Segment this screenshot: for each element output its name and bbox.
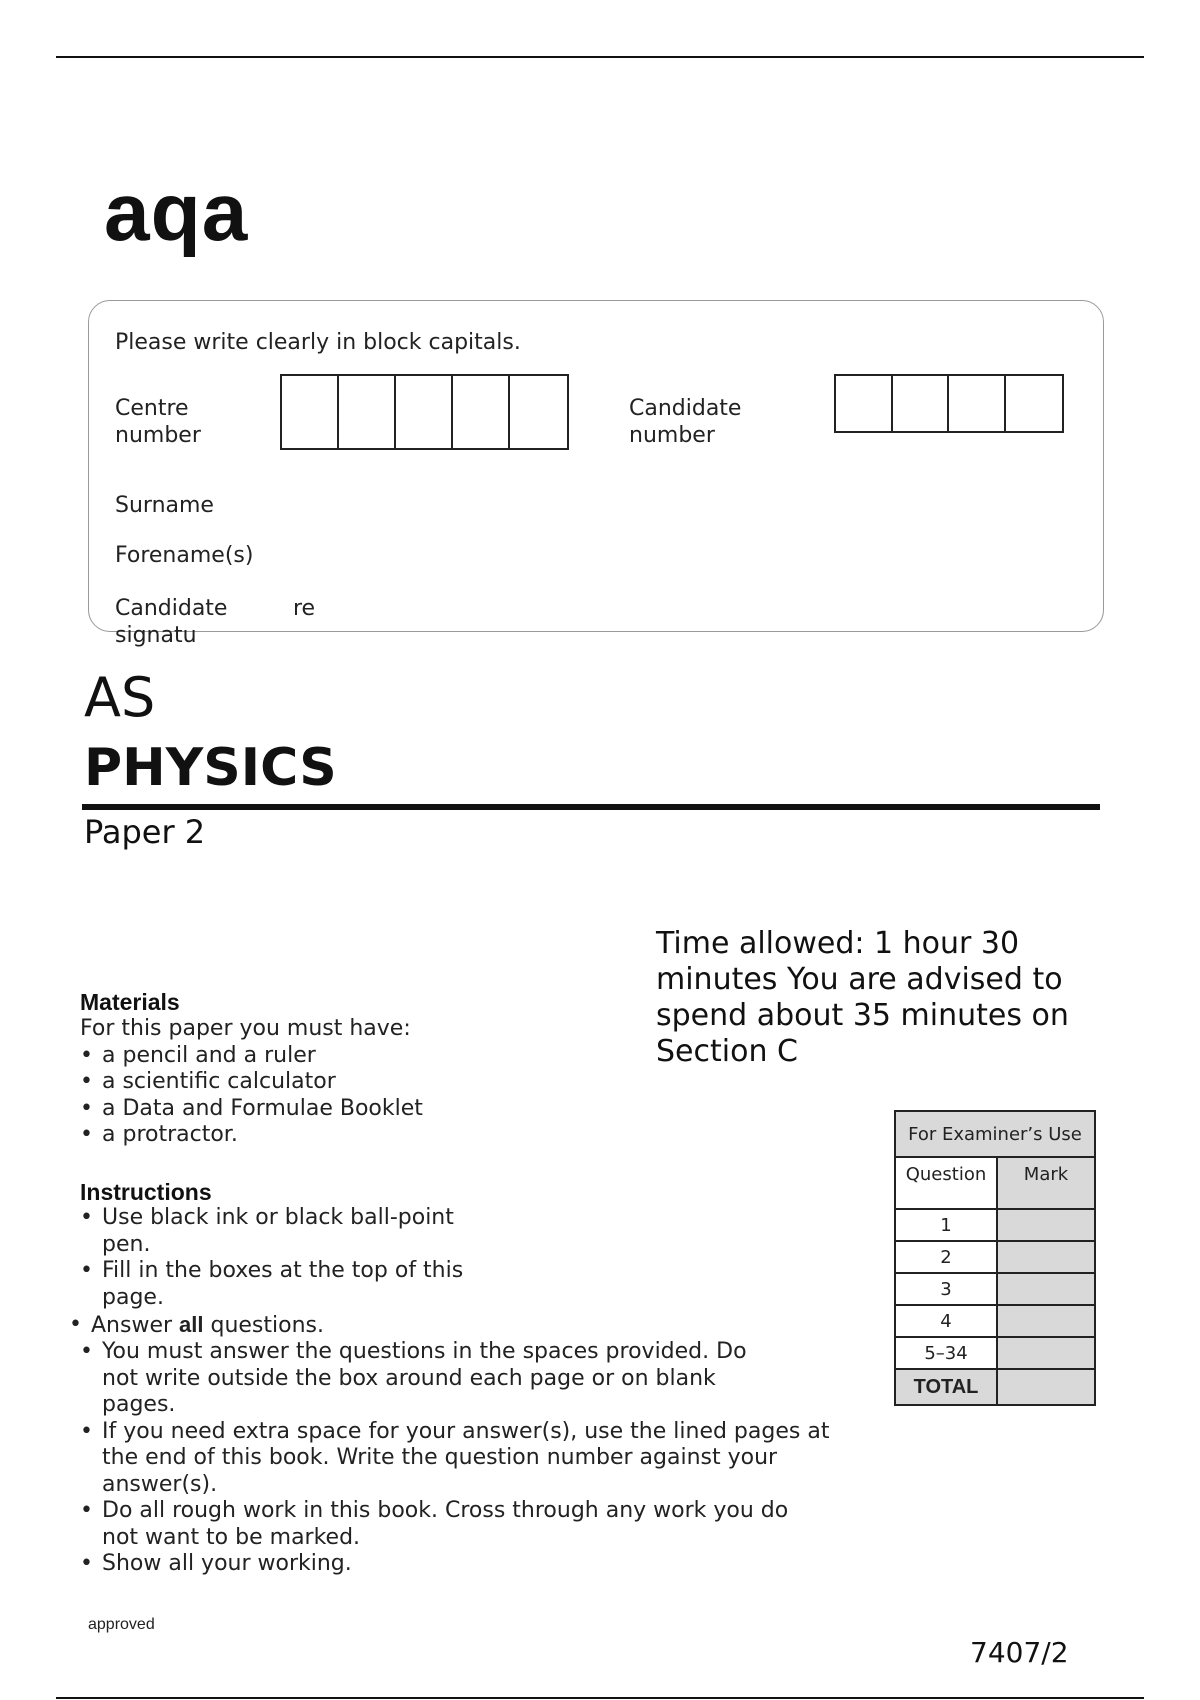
- instructions-list-a: [80, 1205, 480, 1311]
- candidate-number-box[interactable]: [1006, 376, 1062, 431]
- list-item: • You must answer the questions in the spaces provided. Do not write outside the box around each page or on blank pages.: [80, 1339, 850, 1419]
- paper-number: Paper 2: [84, 813, 206, 851]
- paper-code: 7407/2: [970, 1636, 1069, 1669]
- candidate-number-box[interactable]: [949, 376, 1006, 431]
- instructions-list-b: [69, 1312, 469, 1340]
- qualification-level: AS: [84, 666, 156, 729]
- centre-number-box[interactable]: [396, 376, 453, 448]
- surname-label: Surname: [115, 493, 214, 518]
- candidate-number-box[interactable]: [893, 376, 950, 431]
- table-row: [895, 1273, 1095, 1305]
- table-row: [895, 1209, 1095, 1241]
- candidate-number-label: Candidate number: [629, 396, 742, 448]
- candidate-number-box[interactable]: [836, 376, 893, 431]
- list-item: • a pencil and a ruler: [80, 1043, 500, 1070]
- question-number: 1: [895, 1209, 997, 1241]
- title-rule: [82, 804, 1100, 810]
- centre-number-box[interactable]: [510, 376, 567, 448]
- forenames-label: Forename(s): [115, 543, 254, 568]
- list-item: • a Data and Formulae Booklet: [80, 1096, 500, 1123]
- materials-intro: For this paper you must have:: [80, 1016, 411, 1041]
- mark-cell: [997, 1273, 1095, 1305]
- list-item: • Show all your working.: [80, 1551, 850, 1578]
- table-row: [895, 1241, 1095, 1273]
- subject-title: PHYSICS: [84, 738, 337, 798]
- examiners-use-title: For Examiner’s Use: [895, 1111, 1095, 1157]
- mark-cell: [997, 1241, 1095, 1273]
- examiners-use-table: [894, 1110, 1096, 1406]
- centre-number-boxes[interactable]: [280, 374, 569, 450]
- list-item: • Fill in the boxes at the top of this page.: [80, 1258, 480, 1311]
- list-item: • a scientific calculator: [80, 1069, 500, 1096]
- mark-cell: [997, 1305, 1095, 1337]
- list-item: • Answer all questions.: [69, 1312, 469, 1340]
- question-number: 3: [895, 1273, 997, 1305]
- mark-cell: [997, 1209, 1095, 1241]
- candidate-signature-label-end: re: [293, 596, 316, 621]
- top-rule: [56, 56, 1144, 58]
- total-label: TOTAL: [895, 1369, 997, 1405]
- materials-heading: Materials: [80, 989, 180, 1015]
- mark-header: Mark: [997, 1157, 1095, 1209]
- instructions-list-c: [80, 1339, 850, 1578]
- aqa-logo: aqa: [104, 167, 249, 258]
- centre-number-label: Centre number: [115, 396, 201, 448]
- candidate-signature-label: Candidate signatu: [115, 596, 228, 648]
- question-number: 2: [895, 1241, 997, 1273]
- instructions-heading: Instructions: [80, 1179, 212, 1205]
- question-number: 5–34: [895, 1337, 997, 1369]
- list-item: • Do all rough work in this book. Cross through any work you do not want to be marked.: [80, 1498, 850, 1551]
- total-mark-cell: [997, 1369, 1095, 1405]
- bottom-rule: [56, 1697, 1144, 1699]
- centre-number-box[interactable]: [282, 376, 339, 448]
- table-row: [895, 1305, 1095, 1337]
- list-item: • Use black ink or black ball-point pen.: [80, 1205, 480, 1258]
- block-capitals-instruction: Please write clearly in block capitals.: [115, 330, 521, 355]
- approved-text: approved: [88, 1616, 155, 1633]
- table-row: [895, 1337, 1095, 1369]
- candidate-number-boxes[interactable]: [834, 374, 1064, 433]
- materials-list: [80, 1043, 500, 1149]
- centre-number-box[interactable]: [339, 376, 396, 448]
- list-item: • If you need extra space for your answer(s), use the lined pages at the end of this book. Write the question number against your answer(s).: [80, 1419, 850, 1499]
- question-header: Question: [895, 1157, 997, 1209]
- materials-section: [80, 988, 500, 1149]
- list-item: • a protractor.: [80, 1122, 500, 1149]
- time-allowed: Time allowed: 1 hour 30 minutes You are advised to spend about 35 minutes on Section C: [656, 926, 1069, 1069]
- question-number: 4: [895, 1305, 997, 1337]
- mark-cell: [997, 1337, 1095, 1369]
- centre-number-box[interactable]: [453, 376, 510, 448]
